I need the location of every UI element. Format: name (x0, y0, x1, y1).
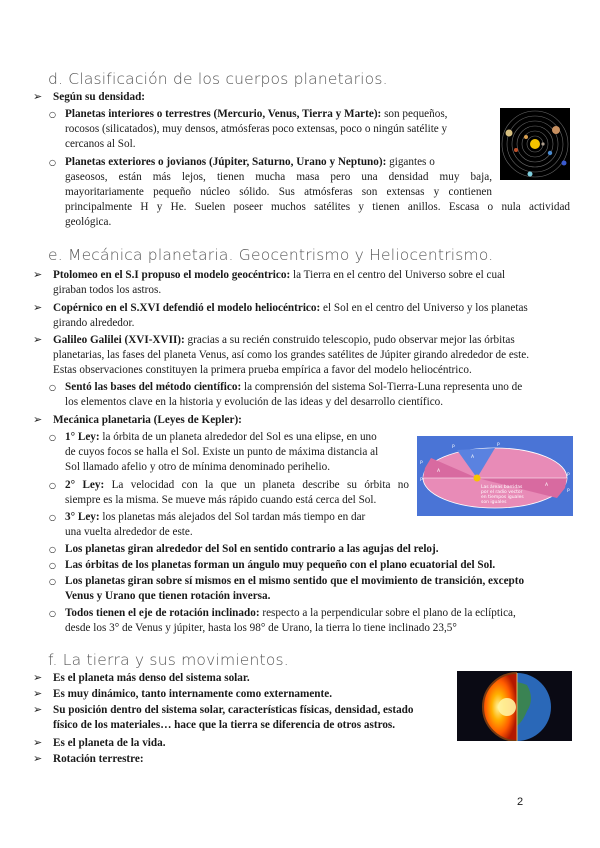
diagram-caption: Las áreas barridas (481, 485, 523, 490)
page-number: 2 (517, 796, 524, 808)
planet-fact-line: Los planetas giran alrededor del Sol en sentido contrario a las agujas del reloj. (65, 543, 439, 555)
arrow-bullet-icon: ➢ (33, 752, 43, 765)
diagram-label: A (545, 483, 549, 488)
planet-fact-line: Venus y Urano que tienen rotación inversa. (65, 590, 271, 602)
copernico-line: girando alrededor. (53, 317, 135, 329)
diagram-caption: en tiempos iguales (481, 495, 524, 500)
kepler-label: Mecánica planetaria (Leyes de Kepler): (53, 414, 242, 426)
earth-fact-line: Es muy dinámico, tanto internamente como externamente. (53, 688, 333, 700)
kepler-law-1-line: de cuyos focos se halla el Sol. Existe un punto de máxima distancia al (65, 446, 379, 458)
circle-bullet-icon: ○ (49, 561, 56, 570)
kepler-law-1-line: Sol llamado afelio y otro de mínima denominado perihelio. (65, 461, 331, 473)
solar-system-image (500, 108, 570, 180)
galileo-line: planetarias, las fases del planeta Venus, así como los grandes satélites de Júpiter girando alrededor de este. (53, 349, 530, 361)
ptolomeo-line: giraban todos los astros. (53, 284, 162, 296)
circle-bullet-icon: ○ (49, 158, 56, 167)
circle-bullet-icon: ○ (49, 110, 56, 119)
diagram-label: P (420, 478, 423, 483)
terrestrial-planets-line: rocosos (silicatados), muy densos, atmósferas poco extensas, poco o ningún satélite y (65, 123, 448, 135)
terrestrial-planets-line: cercanos al Sol. (65, 138, 136, 150)
rotation-axis-line: Todos tienen el eje de rotación inclinado: respecto a la perpendicular sobre el plano de la eclíptica, (65, 607, 516, 619)
copernico-line: Copérnico en el S.XVI defendió el modelo heliocéntrico: el Sol en el centro del Universo y los planetas (53, 302, 528, 314)
jovian-planets-line: gaseosos, están más lejos, tienen mucha masa pero una densidad muy baja, (65, 171, 492, 183)
jovian-planets-line: mayoritariamente pequeño núcleo sólido. Sus atmósferas son extensas y contienen (65, 186, 492, 198)
circle-bullet-icon: ○ (49, 481, 56, 490)
circle-bullet-icon: ○ (49, 513, 56, 522)
galileo-line: Estas observaciones constituyen la primera prueba empírica a favor del modelo heliocéntrico. (53, 364, 472, 376)
diagram-label: P (497, 443, 500, 448)
circle-bullet-icon: ○ (49, 577, 56, 586)
terrestrial-planets-line: Planetas interiores o terrestres (Mercurio, Venus, Tierra y Marte): son pequeños, (65, 108, 448, 120)
jovian-planets-line: principalmente H y He. Suelen poseer muchos satélites y tienen anillos. Escasa o nula actividad (65, 201, 570, 213)
section-heading-e: e. Mecánica planetaria. Geocentrismo y Heliocentrismo. (48, 246, 494, 264)
circle-bullet-icon: ○ (49, 433, 56, 442)
rotation-axis-line: desde los 3° de Venus y júpiter, hasta los 98° de Urano, la tierra lo tiene inclinado 23,5° (65, 622, 457, 634)
arrow-bullet-icon: ➢ (33, 703, 43, 716)
jovian-planets-line: Planetas exteriores o jovianos (Júpiter, Saturno, Urano y Neptuno): gigantes o (65, 156, 435, 168)
arrow-bullet-icon: ➢ (33, 736, 43, 749)
diagram-label: A (471, 455, 475, 460)
density-label: Según su densidad: (53, 91, 146, 103)
kepler-law-2-line: siempre es la misma. Se mueve más rápido cuando está cerca del Sol. (65, 494, 377, 506)
diagram-label: P (420, 461, 423, 466)
earth-fact-line: Su posición dentro del sistema solar, características físicas, densidad, estado (53, 704, 414, 716)
earth-fact-line: Es el planeta más denso del sistema solar. (53, 672, 250, 684)
arrow-bullet-icon: ➢ (33, 301, 43, 314)
arrow-bullet-icon: ➢ (33, 333, 43, 346)
arrow-bullet-icon: ➢ (33, 687, 43, 700)
arrow-bullet-icon: ➢ (33, 268, 43, 281)
scientific-method-line: Sentó las bases del método científico: la comprensión del sistema Sol-Tierra-Luna representa uno de (65, 381, 523, 393)
earth-fact-line: físico de los materiales… hace que la tierra se diferencia de otros astros. (53, 719, 396, 731)
circle-bullet-icon: ○ (49, 545, 56, 554)
earth-fact-line: Rotación terrestre: (53, 753, 144, 765)
jovian-planets-line: geológica. (65, 216, 112, 228)
circle-bullet-icon: ○ (49, 383, 56, 392)
diagram-label: A (437, 469, 441, 474)
circle-bullet-icon: ○ (49, 609, 56, 618)
arrow-bullet-icon: ➢ (33, 671, 43, 684)
ptolomeo-line: Ptolomeo en el S.I propuso el modelo geocéntrico: la Tierra en el centro del Universo sobre el cual (53, 269, 506, 281)
diagram-caption: son iguales (481, 500, 507, 505)
arrow-bullet-icon: ➢ (33, 413, 43, 426)
diagram-caption: por el radio vector (481, 490, 523, 495)
diagram-label: P (567, 473, 570, 478)
arrow-bullet-icon: ➢ (33, 90, 43, 103)
diagram-label: P (567, 489, 570, 494)
earth-layers-image (457, 671, 572, 741)
kepler-law-3-line: una vuelta alrededor de este. (65, 526, 193, 538)
kepler-orbit-diagram (417, 436, 573, 516)
section-heading-f: f. La tierra y sus movimientos. (48, 651, 289, 669)
planet-fact-line: Las órbitas de los planetas forman un ángulo muy pequeño con el plano ecuatorial del Sol. (65, 559, 496, 571)
kepler-law-1-line: 1° Ley: la órbita de un planeta alrededor del Sol es una elipse, en uno (65, 431, 377, 443)
diagram-label: P (452, 445, 455, 450)
planet-fact-line: Los planetas giran sobre sí mismos en el mismo sentido que el movimiento de transición, excepto (65, 575, 525, 587)
galileo-line: Galileo Galilei (XVI-XVII): gracias a su recién construido telescopio, pudo observar mejor las órbitas (53, 334, 515, 346)
kepler-law-2-line: 2° Ley: La velocidad con la que un planeta describe su órbita no (65, 479, 409, 491)
earth-fact-line: Es el planeta de la vida. (53, 737, 166, 749)
section-heading-d: d. Clasificación de los cuerpos planetarios. (48, 70, 388, 88)
scientific-method-line: los elementos clave en la historia y evolución de las ideas y del desarrollo científico. (65, 396, 444, 408)
kepler-law-3-line: 3° Ley: los planetas más alejados del Sol tardan más tiempo en dar (65, 511, 366, 523)
